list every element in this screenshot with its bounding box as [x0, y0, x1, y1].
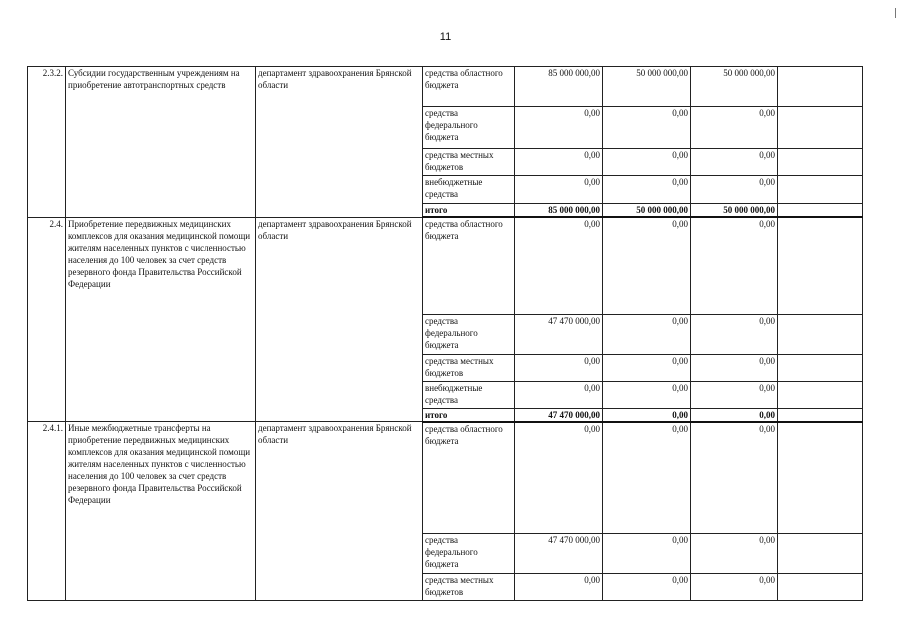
value-cell: 50 000 000,00 [691, 204, 778, 218]
value-cell: 0,00 [603, 354, 691, 381]
value-cell: 0,00 [603, 408, 691, 422]
item-executor: департамент здравоохранения Брянской области [256, 217, 423, 422]
value-cell: 0,00 [603, 149, 691, 176]
value-cell: 0,00 [603, 534, 691, 574]
value-cell: 0,00 [691, 314, 778, 354]
value-cell: 47 470 000,00 [515, 534, 603, 574]
item-name: Субсидии государственным учреждениям на приобретение автотранспортных средств [66, 67, 256, 218]
empty-cell [778, 67, 863, 107]
funding-source: средства областного бюджета [423, 67, 515, 107]
value-cell: 0,00 [603, 574, 691, 601]
empty-cell [778, 149, 863, 176]
value-cell: 0,00 [603, 381, 691, 408]
scan-edge-mark [895, 8, 896, 18]
value-cell: 0,00 [691, 408, 778, 422]
funding-source: средства федерального бюджета [423, 107, 515, 149]
value-cell: 0,00 [603, 217, 691, 314]
empty-cell [778, 204, 863, 218]
funding-source: средства областного бюджета [423, 422, 515, 534]
funding-source: средства местных бюджетов [423, 574, 515, 601]
budget-table [27, 66, 863, 601]
funding-source: средства областного бюджета [423, 217, 515, 314]
value-cell: 47 470 000,00 [515, 314, 603, 354]
value-cell: 0,00 [691, 534, 778, 574]
empty-cell [778, 354, 863, 381]
table-row [28, 67, 863, 107]
value-cell: 0,00 [515, 422, 603, 534]
empty-cell [778, 422, 863, 534]
item-code: 2.3.2. [28, 67, 66, 218]
value-cell: 50 000 000,00 [603, 67, 691, 107]
item-code: 2.4.1. [28, 422, 66, 601]
value-cell: 0,00 [691, 217, 778, 314]
empty-cell [778, 107, 863, 149]
funding-source: средства федерального бюджета [423, 534, 515, 574]
value-cell: 85 000 000,00 [515, 204, 603, 218]
item-executor: департамент здравоохранения Брянской области [256, 67, 423, 218]
empty-cell [778, 176, 863, 204]
value-cell: 0,00 [603, 176, 691, 204]
value-cell: 0,00 [691, 381, 778, 408]
value-cell: 0,00 [691, 149, 778, 176]
value-cell: 0,00 [515, 217, 603, 314]
value-cell: 0,00 [691, 574, 778, 601]
value-cell: 0,00 [515, 381, 603, 408]
value-cell: 0,00 [603, 422, 691, 534]
funding-source: внебюджетные средства [423, 381, 515, 408]
item-code: 2.4. [28, 217, 66, 422]
value-cell: 0,00 [691, 176, 778, 204]
empty-cell [778, 574, 863, 601]
value-cell: 0,00 [603, 107, 691, 149]
funding-source: средства местных бюджетов [423, 354, 515, 381]
value-cell: 0,00 [691, 107, 778, 149]
empty-cell [778, 408, 863, 422]
empty-cell [778, 534, 863, 574]
funding-source: итого [423, 408, 515, 422]
value-cell: 47 470 000,00 [515, 408, 603, 422]
empty-cell [778, 381, 863, 408]
value-cell: 0,00 [603, 314, 691, 354]
table-row [28, 217, 863, 314]
value-cell: 0,00 [515, 176, 603, 204]
value-cell: 50 000 000,00 [603, 204, 691, 218]
value-cell: 0,00 [515, 574, 603, 601]
value-cell: 0,00 [515, 149, 603, 176]
value-cell: 0,00 [515, 354, 603, 381]
funding-source: внебюджетные средства [423, 176, 515, 204]
value-cell: 0,00 [515, 107, 603, 149]
value-cell: 50 000 000,00 [691, 67, 778, 107]
item-name: Приобретение передвижных медицинских комплексов для оказания медицинской помощи жителям населенных пунктов с численностью населения до 100 человек за счет средств резервного фонда Правительства Российской Федерации [66, 217, 256, 422]
value-cell: 0,00 [691, 422, 778, 534]
value-cell: 85 000 000,00 [515, 67, 603, 107]
page-number: 11 [439, 31, 452, 43]
item-name: Иные межбюджетные трансферты на приобретение передвижных медицинских комплексов для оказания медицинской помощи жителям населенных пунктов с численностью населения до 100 человек за счет средств резервного фонда Правительства Российской Федерации [66, 422, 256, 601]
empty-cell [778, 217, 863, 314]
value-cell: 0,00 [691, 354, 778, 381]
funding-source: итого [423, 204, 515, 218]
funding-source: средства федерального бюджета [423, 314, 515, 354]
item-executor: департамент здравоохранения Брянской области [256, 422, 423, 601]
empty-cell [778, 314, 863, 354]
funding-source: средства местных бюджетов [423, 149, 515, 176]
table-row [28, 422, 863, 534]
